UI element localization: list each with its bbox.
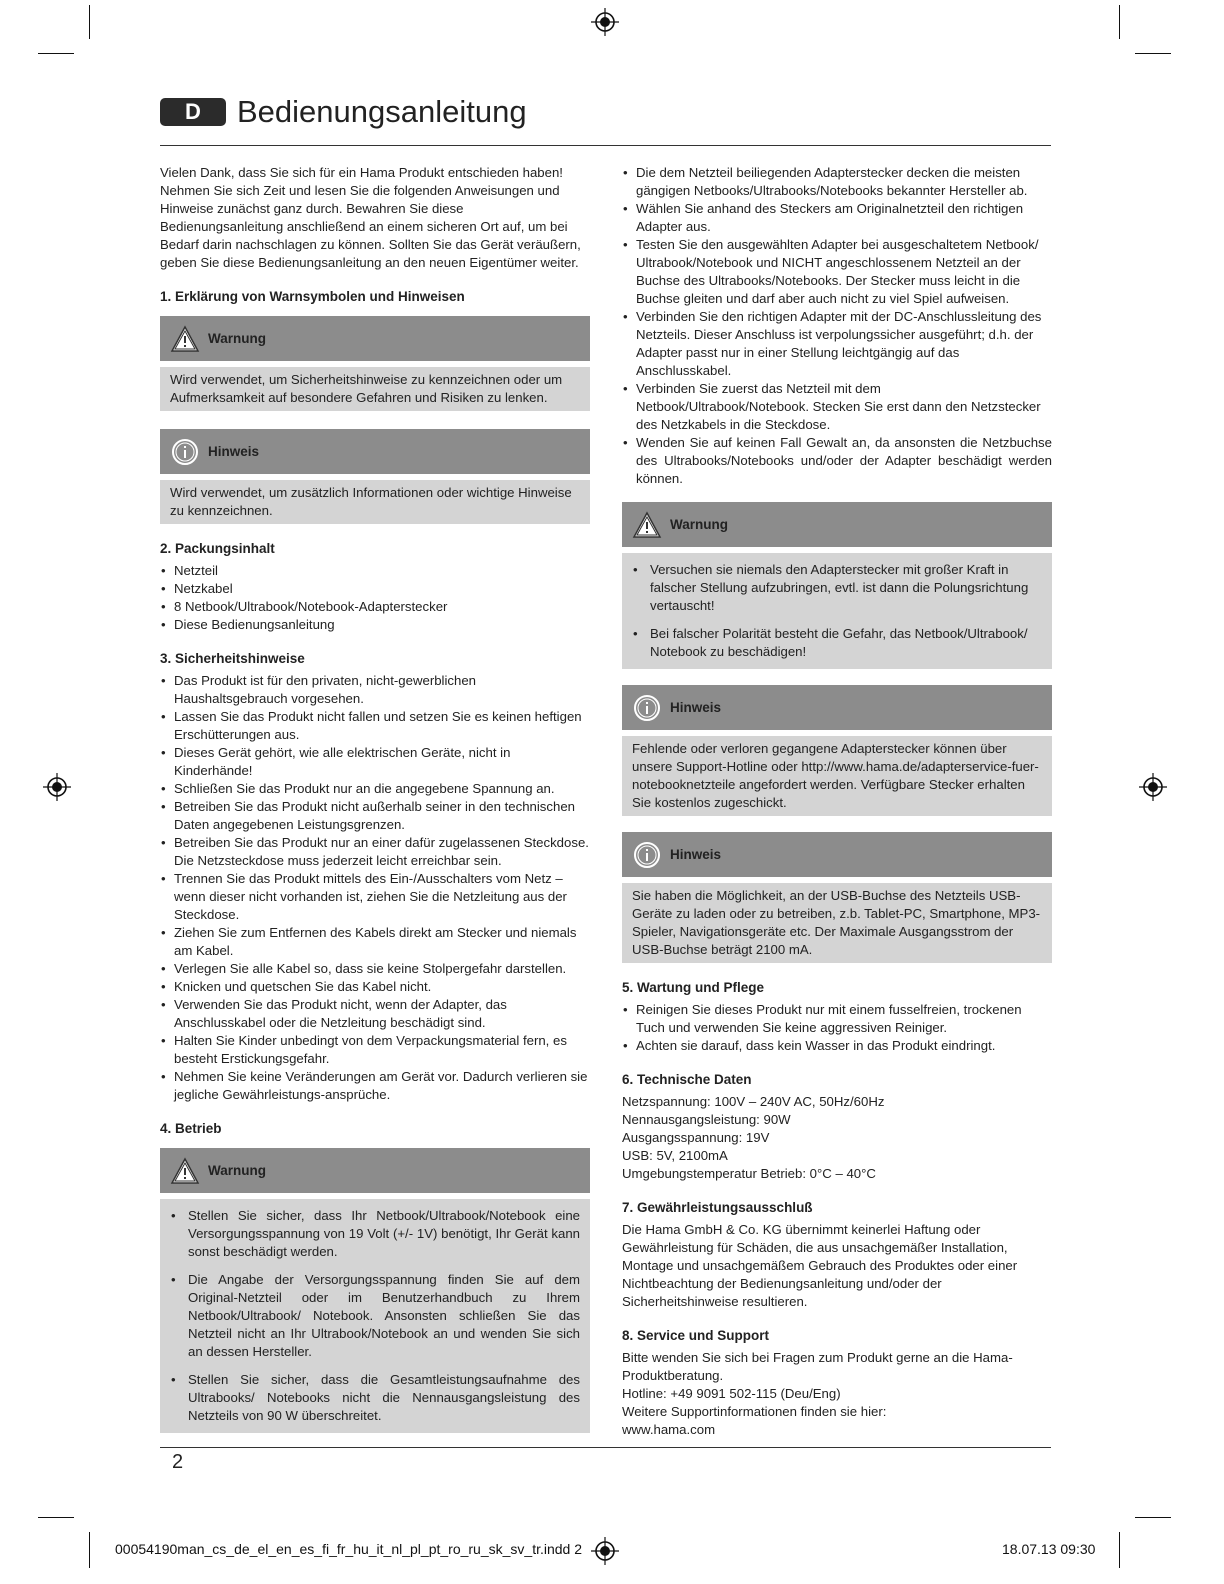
list-item: • Knicken und quetschen Sie das Kabel nicht. — [160, 978, 590, 996]
list-item: • Stellen Sie sicher, dass die Gesamtleistungsaufnahme des Ultrabooks/ Notebooks nicht die Nennausgangsleistung des Netzteils von 90 W überschreitet. — [170, 1371, 580, 1425]
list-item: • Achten sie darauf, dass kein Wasser in das Produkt eindringt. — [622, 1037, 1052, 1055]
hint-box-title: Hinweis — [670, 699, 722, 715]
page-number: 2 — [172, 1451, 184, 1473]
list-item: • Bei falscher Polarität besteht die Gefahr, das Netbook/Ultrabook/ Notebook zu beschädigen! — [632, 625, 1042, 661]
list-item: • Testen Sie den ausgewählten Adapter bei ausgeschaltetem Netbook/ Ultrabook/Notebook und NICHT angeschlossenem Netzteil an der Buchse des Ultrabooks/Notebooks. Der Stecker muss leicht in die Buchse gleiten und darf aber auch nicht zu viel Spiel aufweisen. — [622, 236, 1052, 308]
spec-line: USB: 5V, 2100mA — [622, 1148, 728, 1163]
crop-mark — [1135, 53, 1171, 54]
info-circle-icon — [632, 840, 662, 870]
adapter-warning-list — [632, 561, 1042, 661]
crop-mark — [1119, 5, 1120, 39]
header-rule — [160, 145, 1051, 146]
list-item: • Lassen Sie das Produkt nicht fallen und setzen Sie es keinen heftigen Erschütterungen aus. — [160, 708, 590, 744]
support-line: Hotline: +49 9091 502-115 (Deu/Eng) — [622, 1386, 841, 1401]
list-item: • Schließen Sie das Produkt nur an die angegebene Spannung an. — [160, 780, 590, 798]
section-4-title: 4. Betrieb — [160, 1121, 222, 1136]
crop-mark — [89, 1532, 90, 1568]
warning-box — [160, 316, 590, 411]
print-date: 18.07.13 09:30 — [1002, 1541, 1096, 1557]
warning-box-body — [160, 367, 590, 411]
operation-warning-list — [170, 1207, 580, 1425]
section-2-title: 2. Packungsinhalt — [160, 541, 275, 556]
list-item: • Verlegen Sie alle Kabel so, dass sie keine Stolpergefahr darstellen. — [160, 960, 590, 978]
registration-mark-icon — [1139, 773, 1167, 801]
hint-box — [622, 685, 1052, 816]
warning-box-header — [160, 1148, 590, 1193]
warranty-text: Die Hama GmbH & Co. KG übernimmt keinerlei Haftung oder Gewährleistung für Schäden, die aus unsachgemäßer Installation, Montage und unsachgemäßem Gebrauch des Produktes oder einer Nichtbeachtung der Bedienungsanleitung und/oder der Sicherheitshinweise resultieren. — [622, 1222, 1018, 1309]
hint-box-text: Wird verwendet, um zusätzlich Informationen oder wichtige Hinweise zu kennzeichnen. — [170, 485, 572, 518]
crop-mark — [89, 5, 90, 39]
list-item: • Die dem Netzteil beiliegenden Adapterstecker decken die meisten gängigen Netbooks/Ultrabooks/Notebooks bekannter Hersteller ab. — [622, 164, 1052, 200]
list-item: • Verwenden Sie das Produkt nicht, wenn der Adapter, das Anschlusskabel oder die Netzleitung beschädigt sind. — [160, 996, 590, 1032]
package-contents-list — [160, 562, 590, 634]
hint-box-title: Hinweis — [670, 846, 722, 862]
warning-box-title: Warnung — [670, 516, 728, 532]
hint-box-title: Hinweis — [208, 443, 260, 459]
crop-mark — [38, 1517, 74, 1518]
list-item: • Betreiben Sie das Produkt nur an einer dafür zugelassenen Steckdose. Die Netzsteckdose muss jederzeit leicht erreichbar sein. — [160, 834, 590, 870]
warning-triangle-icon — [632, 510, 662, 540]
warning-box-title: Warnung — [208, 1162, 266, 1178]
registration-mark-icon — [591, 1537, 619, 1565]
warning-triangle-icon — [170, 324, 200, 354]
list-item: • Betreiben Sie das Produkt nicht außerhalb seiner in den technischen Daten angegebenen Leistungsgrenzen. — [160, 798, 590, 834]
warning-box-body — [622, 553, 1052, 669]
hint-box-header — [622, 832, 1052, 877]
spec-line: Umgebungstemperatur Betrieb: 0°C – 40°C — [622, 1166, 876, 1181]
list-item: • Reinigen Sie dieses Produkt nur mit einem fusselfreien, trockenen Tuch und verwenden Sie keine aggressiven Reiniger. — [622, 1001, 1052, 1037]
technical-data — [622, 1093, 1052, 1183]
hint-box-body — [622, 883, 1052, 963]
list-item: • Verbinden Sie den richtigen Adapter mit der DC-Anschlussleitung des Netzteils. Dieser Anschluss ist verpolungssicher ausgeführt; d.h. der Adapter passt nur in einer Stellung leichtgängig auf das Anschlusskabel. — [622, 308, 1052, 380]
list-item: • Nehmen Sie keine Veränderungen am Gerät vor. Dadurch verlieren sie jegliche Gewährleistungs-ansprüche. — [160, 1068, 590, 1104]
support-line: Bitte wenden Sie sich bei Fragen zum Produkt gerne an die Hama-Produktberatung. — [622, 1350, 1013, 1383]
operation-list — [622, 164, 1052, 488]
list-item: • Wenden Sie auf keinen Fall Gewalt an, da ansonsten die Netzbuchse des Ultrabooks/Notebooks und/oder der Adapter beschädigt werden können. — [622, 434, 1052, 488]
maintenance-list — [622, 1001, 1052, 1055]
warning-box-body — [160, 1199, 590, 1433]
support-link[interactable]: www.hama.com — [622, 1422, 716, 1437]
warning-box — [622, 502, 1052, 669]
left-column — [160, 164, 590, 1447]
list-item: • Das Produkt ist für den privaten, nicht-gewerblichen Haushaltsgebrauch vorgesehen. — [160, 672, 590, 708]
list-item: • Die Angabe der Versorgungsspannung finden Sie auf dem Original-Netzteil oder im Benutzerhandbuch zu Ihrem Netbook/Ultrabook/ Notebook. Ansonsten schließen Sie das Netzteil nicht an Ihr Ultrabook/Notebook an und wenden Sie sich an dessen Hersteller. — [170, 1271, 580, 1361]
section-1-title: 1. Erklärung von Warnsymbolen und Hinweisen — [160, 289, 465, 304]
list-item: • Trennen Sie das Produkt mittels des Ein-/Ausschalters vom Netz – wenn dieser nicht vorhanden ist, ziehen Sie die Netzleitung aus der Steckdose. — [160, 870, 590, 924]
crop-mark — [38, 53, 74, 54]
support-info — [622, 1349, 1052, 1439]
page-title: Bedienungsanleitung — [237, 94, 527, 129]
registration-mark-icon — [591, 8, 619, 36]
crop-mark — [1135, 1517, 1171, 1518]
hint-box-text: Fehlende oder verloren gegangene Adapterstecker können über unsere Support-Hotline oder http://www.hama.de/adapterservice-fuer-notebooknetzteile angefordert werden. Verfügbare Stecker erhalten Sie kostenlos zugeschickt. — [632, 741, 1039, 810]
warning-box — [160, 1148, 590, 1433]
warning-box-title: Warnung — [208, 330, 266, 346]
list-item: • Netzkabel — [160, 580, 590, 598]
intro-paragraph: Vielen Dank, dass Sie sich für ein Hama Produkt entschieden haben! Nehmen Sie sich Zeit und lesen Sie die folgenden Anweisungen und Hinweise zunächst ganz durch. Bewahren Sie diese Bedienungsanleitung anschließend an einem sicheren Ort auf, um bei Bedarf darin nachschlagen zu können. Sollten Sie das Gerät veräußern, geben Sie diese Bedienungsanleitung an den neuen Eigentümer weiter. — [160, 165, 581, 270]
info-circle-icon — [632, 693, 662, 723]
spec-line: Netzspannung: 100V – 240V AC, 50Hz/60Hz — [622, 1094, 885, 1109]
warning-box-header — [160, 316, 590, 361]
warning-triangle-icon — [170, 1156, 200, 1186]
list-item: • Wählen Sie anhand des Steckers am Originalnetzteil den richtigen Adapter aus. — [622, 200, 1052, 236]
print-slug: 00054190man_cs_de_el_en_es_fi_fr_hu_it_nl_pl_pt_ro_ru_sk_sv_tr.indd 2 — [115, 1541, 583, 1557]
list-item: • Ziehen Sie zum Entfernen des Kabels direkt am Stecker und niemals am Kabel. — [160, 924, 590, 960]
list-item: • Versuchen sie niemals den Adapterstecker mit großer Kraft in falscher Stellung aufzubringen, evtl. ist dann die Polungsrichtung vertauscht! — [632, 561, 1042, 615]
hint-box — [160, 429, 590, 524]
hint-box-text: Sie haben die Möglichkeit, an der USB-Buchse des Netzteils USB-Geräte zu laden oder zu betreiben, z.b. Tablet-PC, Smartphone, MP3-Spieler, Navigationsgeräte etc. Der Maximale Ausgangsstrom der USB-Buchse beträgt 2100 mA. — [632, 888, 1041, 957]
spec-line: Nennausgangsleistung: 90W — [622, 1112, 791, 1127]
support-line: Weitere Supportinformationen finden sie hier: — [622, 1404, 887, 1419]
section-3-title: 3. Sicherheitshinweise — [160, 651, 305, 666]
list-item: • Stellen Sie sicher, dass Ihr Netbook/Ultrabook/Notebook eine Versorgungsspannung von 19 Volt (+/- 1V) benötigt, Ihr Gerät kann sonst beschädigt werden. — [170, 1207, 580, 1261]
hint-box-header — [160, 429, 590, 474]
list-item: • Verbinden Sie zuerst das Netzteil mit dem Netbook/Ultrabook/Notebook. Stecken Sie erst dann den Netzstecker des Netzkabels in die Steckdose. — [622, 380, 1052, 434]
spec-line: Ausgangsspannung: 19V — [622, 1130, 770, 1145]
list-item: • Halten Sie Kinder unbedingt von dem Verpackungsmaterial fern, es besteht Erstickungsgefahr. — [160, 1032, 590, 1068]
section-6-title: 6. Technische Daten — [622, 1072, 752, 1087]
language-badge: D — [160, 98, 226, 126]
crop-mark — [1119, 1532, 1120, 1568]
hint-box-header — [622, 685, 1052, 730]
list-item: • Dieses Gerät gehört, wie alle elektrischen Geräte, nicht in Kinderhände! — [160, 744, 590, 780]
hint-box — [622, 832, 1052, 963]
warning-box-text: Wird verwendet, um Sicherheitshinweise zu kennzeichnen oder um Aufmerksamkeit auf besondere Gefahren und Risiken zu lenken. — [170, 372, 563, 405]
footer-rule — [160, 1447, 1051, 1448]
right-column — [622, 164, 1052, 1439]
section-8-title: 8. Service und Support — [622, 1328, 770, 1343]
section-7-title: 7. Gewährleistungsausschluß — [622, 1200, 813, 1215]
hint-box-body — [160, 480, 590, 524]
info-circle-icon — [170, 437, 200, 467]
list-item: • 8 Netbook/Ultrabook/Notebook-Adapterstecker — [160, 598, 590, 616]
warning-box-header — [622, 502, 1052, 547]
safety-list — [160, 672, 590, 1104]
hint-box-body — [622, 736, 1052, 816]
registration-mark-icon — [43, 773, 71, 801]
section-5-title: 5. Wartung und Pflege — [622, 980, 765, 995]
list-item: • Diese Bedienungsanleitung — [160, 616, 590, 634]
list-item: • Netzteil — [160, 562, 590, 580]
